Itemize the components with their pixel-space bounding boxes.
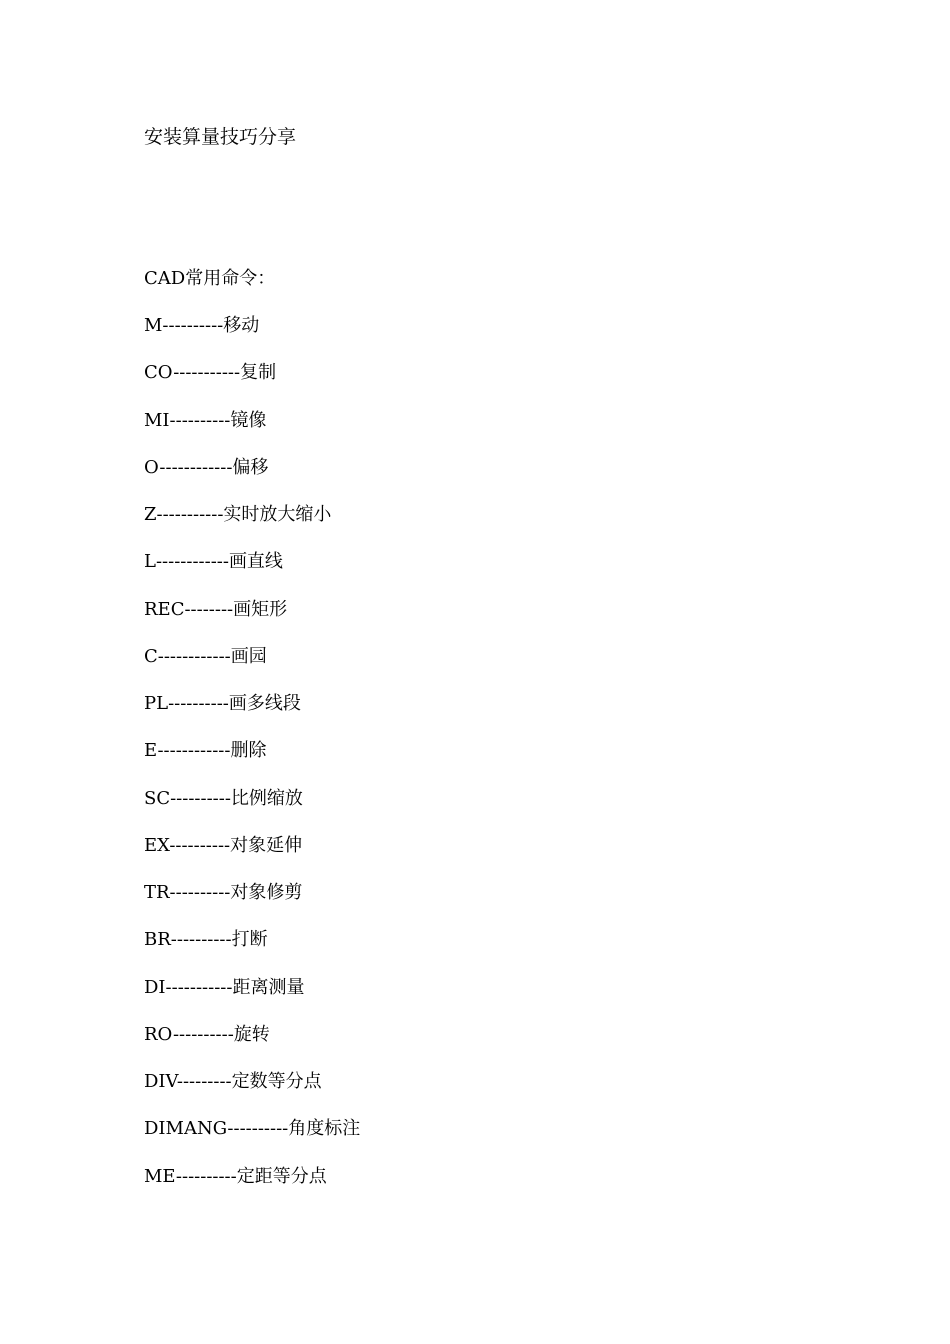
command-item: MI----------镜像 [144,409,267,431]
command-item: RO----------旋转 [144,1023,270,1045]
command-item: E------------删除 [144,740,267,762]
command-item: M----------移动 [144,315,260,336]
command-item: Z-----------实时放大缩小 [144,504,332,525]
command-item: PL----------画多线段 [144,693,301,714]
command-item: C------------画园 [144,645,267,667]
command-item: TR----------对象修剪 [144,882,303,903]
command-item: DI-----------距离测量 [144,976,305,998]
command-item: DIMANG----------角度标注 [144,1118,361,1140]
command-list [144,313,360,1211]
command-item: ME----------定距等分点 [144,1165,327,1187]
section-heading: CAD常用命令： [144,268,276,289]
document-title: 安装算量技巧分享 [144,126,297,148]
command-item: BR----------打断 [144,929,268,951]
command-item: REC--------画矩形 [144,598,288,620]
command-item: CO-----------复制 [144,362,277,384]
command-item: O------------偏移 [144,456,269,478]
command-item: DIV---------定数等分点 [144,1071,322,1092]
command-item: L------------画直线 [144,551,283,573]
command-item: SC----------比例缩放 [144,787,303,809]
command-item: EX----------对象延伸 [144,834,303,856]
